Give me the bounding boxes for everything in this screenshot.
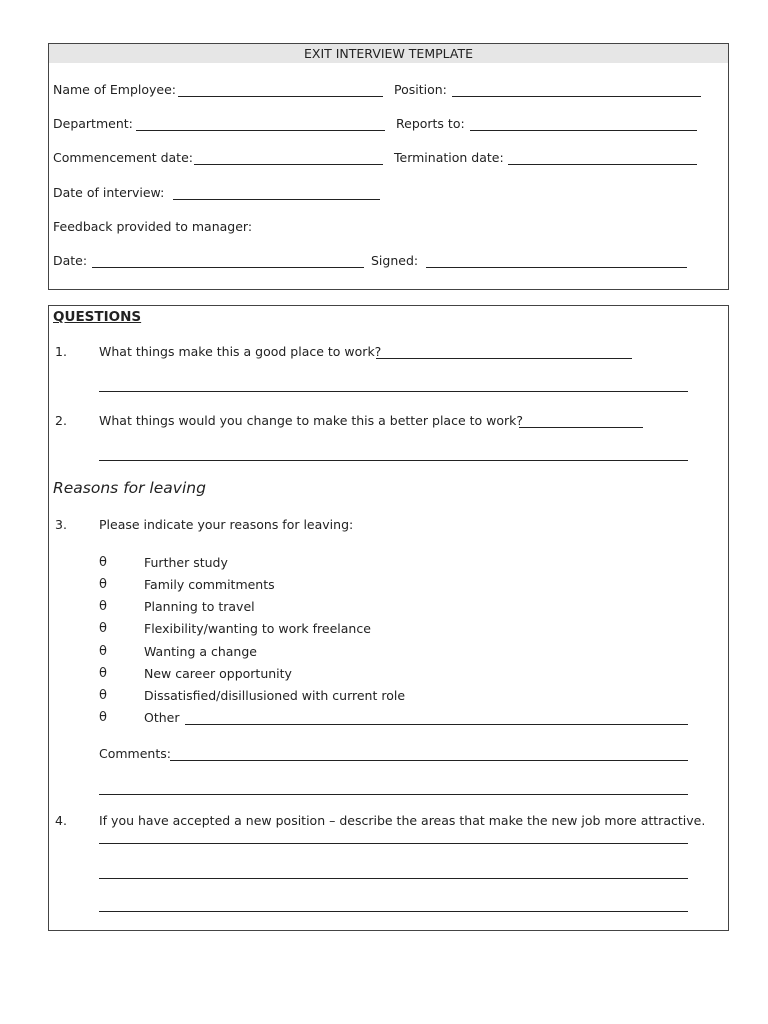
option-bullet-icon[interactable]: θ [99,577,107,592]
question-1-answer-line-2[interactable] [99,391,688,392]
option-bullet-icon[interactable]: θ [99,666,107,681]
date-of-interview-label: Date of interview: [53,185,165,200]
signed-field[interactable] [426,267,687,268]
name-of-employee-field[interactable] [178,96,383,97]
reports-to-field[interactable] [470,130,697,131]
position-label: Position: [394,82,447,97]
option-bullet-icon[interactable]: θ [99,621,107,636]
option-dissatisfied: Dissatisfied/disillusioned with current role [144,688,406,703]
comments-label: Comments: [99,746,171,761]
option-bullet-icon[interactable]: θ [99,710,107,725]
date-field[interactable] [92,267,364,268]
comments-line[interactable] [170,760,688,761]
option-bullet-icon[interactable]: θ [99,688,107,703]
date-of-interview-field[interactable] [173,199,380,200]
question-3-number: 3. [55,517,67,532]
commencement-date-label: Commencement date: [53,150,193,165]
other-reason-line[interactable] [185,724,688,725]
question-2-answer-line[interactable] [519,427,643,428]
reports-to-label: Reports to: [396,116,465,131]
option-bullet-icon[interactable]: θ [99,644,107,659]
question-4-number: 4. [55,813,67,828]
question-4-text: If you have accepted a new position – describe the areas that make the new job more attractive. [99,813,706,828]
question-1-text: What things make this a good place to work? [99,344,382,359]
question-4-answer-line[interactable] [99,843,688,844]
termination-date-label: Termination date: [394,150,504,165]
option-further-study: Further study [144,555,228,570]
reasons-for-leaving-heading: Reasons for leaving [53,479,206,497]
questions-heading: QUESTIONS [53,309,142,325]
option-bullet-icon[interactable]: θ [99,555,107,570]
question-2-answer-line-2[interactable] [99,460,688,461]
termination-date-field[interactable] [508,164,697,165]
question-1-number: 1. [55,344,67,359]
comments-line-2[interactable] [99,794,688,795]
option-new-career-opportunity: New career opportunity [144,666,292,681]
option-flexibility: Flexibility/wanting to work freelance [144,621,371,636]
signed-label: Signed: [371,253,419,268]
question-1-answer-line[interactable] [376,358,632,359]
name-of-employee-label: Name of Employee: [53,82,176,97]
question-4-answer-line-2[interactable] [99,878,688,879]
question-3-text: Please indicate your reasons for leaving: [99,517,354,532]
option-bullet-icon[interactable]: θ [99,599,107,614]
commencement-date-field[interactable] [194,164,383,165]
form-title: EXIT INTERVIEW TEMPLATE [49,44,728,63]
question-2-text: What things would you change to make this a better place to work? [99,413,524,428]
option-planning-to-travel: Planning to travel [144,599,255,614]
date-label: Date: [53,253,88,268]
option-family-commitments: Family commitments [144,577,275,592]
question-4-answer-line-3[interactable] [99,911,688,912]
position-field[interactable] [452,96,701,97]
option-wanting-a-change: Wanting a change [144,644,257,659]
questions-section [48,305,729,931]
question-2-number: 2. [55,413,67,428]
employee-details-section [48,43,729,290]
department-field[interactable] [136,130,385,131]
feedback-provided-label: Feedback provided to manager: [53,219,253,234]
option-other: Other [144,710,180,725]
department-label: Department: [53,116,133,131]
